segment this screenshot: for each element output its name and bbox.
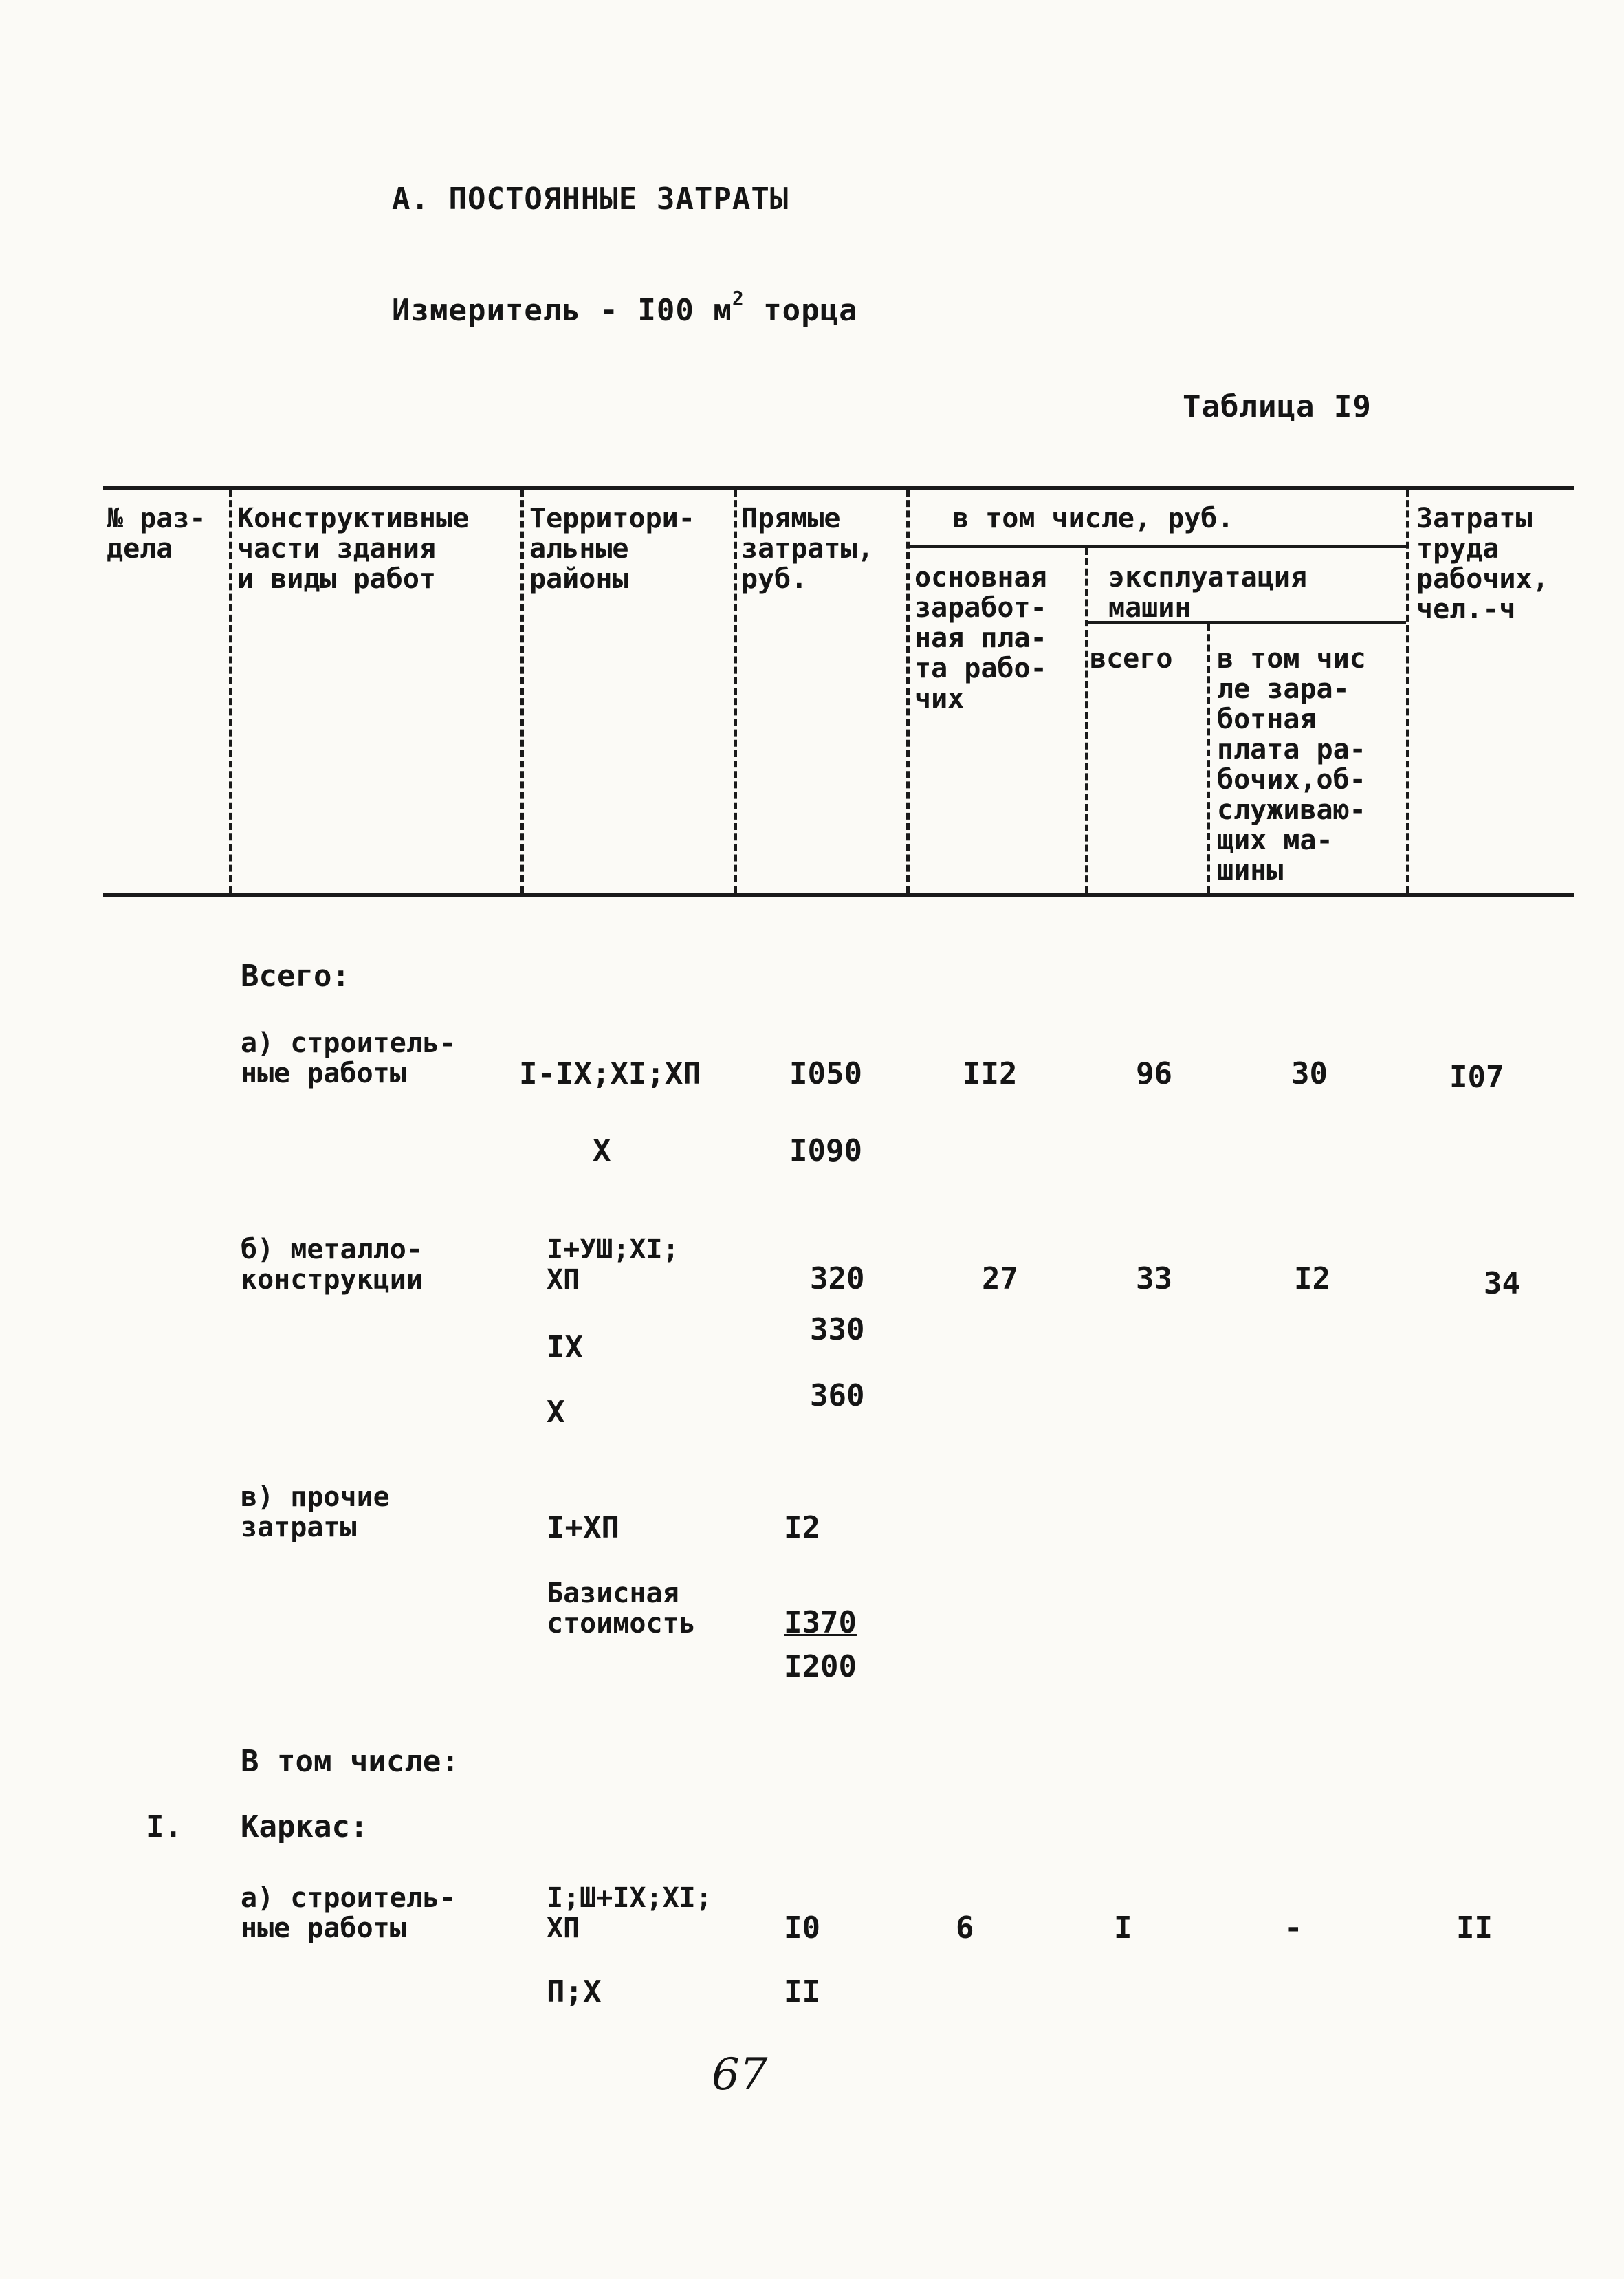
row-b3-direct: 360 <box>810 1378 865 1413</box>
row-b2-regions: IX <box>547 1330 583 1365</box>
header-razdel: № раз- дела <box>107 503 206 565</box>
section-title: А. ПОСТОЯННЫЕ ЗАТРАТЫ <box>392 182 789 217</box>
karkas-a1-wages: 6 <box>956 1910 974 1945</box>
unit-suffix: торца <box>763 293 858 328</box>
row-b1-regions: I+УШ;XI; XП <box>547 1234 679 1296</box>
col-divider-7 <box>1406 490 1409 893</box>
row-v-direct: I2 <box>784 1510 820 1545</box>
karkas-a1-total: I <box>1114 1910 1132 1945</box>
base-cost-value-2: I200 <box>784 1649 857 1684</box>
row-a1-direct: I050 <box>789 1056 862 1091</box>
karkas-number: I. <box>146 1809 182 1844</box>
table-top-rule <box>103 486 1574 490</box>
incl-under-rule <box>908 545 1406 548</box>
row-b3-regions: X <box>547 1395 565 1430</box>
table-label: Таблица I9 <box>1183 389 1372 424</box>
row-v-regions: I+XП <box>547 1510 619 1545</box>
row-a2-regions: X <box>593 1133 611 1168</box>
row-a1-regions: I-IX;XI;XП <box>519 1056 701 1091</box>
karkas-a2-regions: П;X <box>547 1974 602 2009</box>
row-b1-labor: 34 <box>1484 1266 1520 1301</box>
table-bottom-rule <box>103 893 1574 897</box>
row-v-label: в) прочие затраты <box>241 1481 390 1543</box>
karkas-a1-labor: II <box>1456 1910 1493 1945</box>
header-incl-wages: в том чис ле зара- ботная плата ра- бочих,об- служиваю- щих ма- шины <box>1217 643 1366 886</box>
karkas-a-label: а) строитель- ные работы <box>241 1882 457 1944</box>
col-divider-3 <box>734 490 737 893</box>
header-direct: Прямые затраты, руб. <box>741 503 874 595</box>
v-tom-chisle: В том числе: <box>241 1744 459 1779</box>
header-labor: Затраты труда рабочих, чел.-ч <box>1416 503 1549 625</box>
base-cost-value-1: I370 <box>784 1605 857 1640</box>
row-b1-direct: 320 <box>810 1261 865 1296</box>
row-a1-labor: I07 <box>1449 1060 1504 1095</box>
row-vsego: Всего: <box>241 959 350 994</box>
unit-superscript: 2 <box>732 287 745 309</box>
header-total: всего <box>1090 643 1173 675</box>
row-a1-total: 96 <box>1136 1056 1172 1091</box>
karkas-a1-incl: - <box>1284 1910 1303 1945</box>
page-number: 67 <box>712 2049 768 2100</box>
row-b1-total: 33 <box>1136 1261 1172 1296</box>
row-b-label: б) металло- конструкции <box>241 1234 423 1296</box>
row-b1-wages: 27 <box>982 1261 1018 1296</box>
col-divider-2 <box>520 490 524 893</box>
unit-prefix: Измеритель - I00 м <box>392 293 732 328</box>
row-a1-incl: 30 <box>1291 1056 1328 1091</box>
col-divider-5 <box>1085 548 1088 893</box>
row-b2-direct: 330 <box>810 1312 865 1347</box>
karkas-a1-regions: I;Ш+IX;XI; XП <box>547 1882 712 1944</box>
row-a-label: а) строитель- ные работы <box>241 1027 457 1089</box>
row-a2-direct: I090 <box>789 1133 862 1168</box>
col-divider-4 <box>906 490 910 893</box>
base-cost-label: Базисная стоимость <box>547 1578 696 1639</box>
karkas-a1-direct: I0 <box>784 1910 820 1945</box>
header-machines: эксплуатация машин <box>1108 562 1307 624</box>
header-regions: Территори- альные районы <box>529 503 695 595</box>
karkas-a2-direct: II <box>784 1974 820 2009</box>
unit-line <box>392 287 858 328</box>
row-b1-incl: I2 <box>1294 1261 1330 1296</box>
col-divider-6 <box>1207 624 1210 893</box>
header-wages: основная заработ- ная пла- та рабо- чих <box>914 562 1047 715</box>
row-a1-wages: II2 <box>963 1056 1018 1091</box>
header-incl: в том числе, руб. <box>952 503 1234 534</box>
col-divider-1 <box>229 490 232 893</box>
header-parts: Конструктивные части здания и виды работ <box>237 503 470 595</box>
karkas-title: Каркас: <box>241 1809 369 1844</box>
